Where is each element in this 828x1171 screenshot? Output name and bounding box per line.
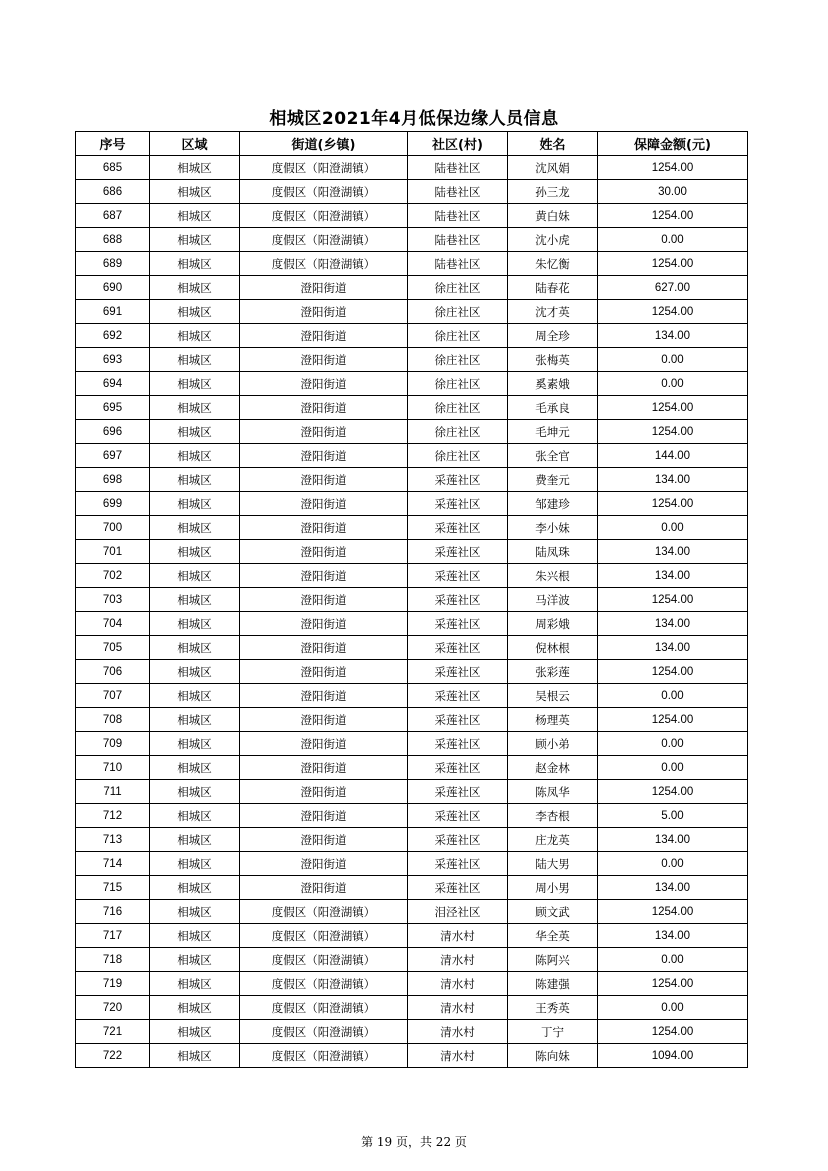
table-row <box>76 300 748 324</box>
community-cell: 清水村 <box>408 924 508 948</box>
index-cell: 688 <box>76 228 150 252</box>
community-cell: 采莲社区 <box>408 876 508 900</box>
index-cell: 705 <box>76 636 150 660</box>
name-cell: 毛承良 <box>508 396 598 420</box>
district-cell: 相城区 <box>150 276 240 300</box>
index-cell: 708 <box>76 708 150 732</box>
street-cell: 澄阳街道 <box>240 516 408 540</box>
district-cell: 相城区 <box>150 420 240 444</box>
street-cell: 度假区（阳澄湖镇） <box>240 1044 408 1068</box>
district-cell: 相城区 <box>150 492 240 516</box>
community-cell: 徐庄社区 <box>408 300 508 324</box>
street-cell: 澄阳街道 <box>240 780 408 804</box>
district-cell: 相城区 <box>150 372 240 396</box>
street-cell: 澄阳街道 <box>240 708 408 732</box>
district-cell: 相城区 <box>150 924 240 948</box>
community-cell: 采莲社区 <box>408 804 508 828</box>
district-cell: 相城区 <box>150 204 240 228</box>
index-cell: 697 <box>76 444 150 468</box>
name-cell: 张全官 <box>508 444 598 468</box>
amount-cell: 134.00 <box>598 924 748 948</box>
amount-cell: 1254.00 <box>598 300 748 324</box>
table-header-row <box>76 132 748 156</box>
district-cell: 相城区 <box>150 228 240 252</box>
table-row <box>76 468 748 492</box>
name-cell: 沈风娟 <box>508 156 598 180</box>
name-cell: 费奎元 <box>508 468 598 492</box>
index-cell: 699 <box>76 492 150 516</box>
community-cell: 采莲社区 <box>408 852 508 876</box>
amount-cell: 134.00 <box>598 564 748 588</box>
table-row <box>76 660 748 684</box>
district-cell: 相城区 <box>150 972 240 996</box>
district-cell: 相城区 <box>150 948 240 972</box>
community-cell: 徐庄社区 <box>408 396 508 420</box>
community-cell: 徐庄社区 <box>408 348 508 372</box>
table-row <box>76 948 748 972</box>
street-cell: 澄阳街道 <box>240 732 408 756</box>
index-cell: 692 <box>76 324 150 348</box>
name-cell: 赵金林 <box>508 756 598 780</box>
table-row <box>76 852 748 876</box>
index-cell: 696 <box>76 420 150 444</box>
amount-cell: 1254.00 <box>598 588 748 612</box>
amount-cell: 134.00 <box>598 636 748 660</box>
table-row <box>76 1044 748 1068</box>
district-cell: 相城区 <box>150 180 240 204</box>
street-cell: 澄阳街道 <box>240 804 408 828</box>
table-row <box>76 420 748 444</box>
index-cell: 709 <box>76 732 150 756</box>
index-cell: 698 <box>76 468 150 492</box>
column-header-index: 序号 <box>76 132 150 156</box>
district-cell: 相城区 <box>150 852 240 876</box>
column-header-street: 街道(乡镇) <box>240 132 408 156</box>
table-row <box>76 324 748 348</box>
district-cell: 相城区 <box>150 732 240 756</box>
district-cell: 相城区 <box>150 996 240 1020</box>
index-cell: 717 <box>76 924 150 948</box>
page-footer: 第 19 页，共 22 页 <box>361 1135 467 1149</box>
street-cell: 澄阳街道 <box>240 660 408 684</box>
district-cell: 相城区 <box>150 684 240 708</box>
street-cell: 度假区（阳澄湖镇） <box>240 204 408 228</box>
page-title: 相城区2021年4月低保边缘人员信息 <box>269 109 559 129</box>
name-cell: 马洋波 <box>508 588 598 612</box>
name-cell: 张梅英 <box>508 348 598 372</box>
community-cell: 采莲社区 <box>408 660 508 684</box>
amount-cell: 0.00 <box>598 996 748 1020</box>
community-cell: 采莲社区 <box>408 468 508 492</box>
table-row <box>76 732 748 756</box>
community-cell: 陆巷社区 <box>408 252 508 276</box>
data-table <box>75 131 748 1068</box>
index-cell: 700 <box>76 516 150 540</box>
community-cell: 徐庄社区 <box>408 276 508 300</box>
name-cell: 杨理英 <box>508 708 598 732</box>
name-cell: 沈小虎 <box>508 228 598 252</box>
index-cell: 704 <box>76 612 150 636</box>
street-cell: 度假区（阳澄湖镇） <box>240 972 408 996</box>
name-cell: 吴根云 <box>508 684 598 708</box>
district-cell: 相城区 <box>150 156 240 180</box>
index-cell: 694 <box>76 372 150 396</box>
street-cell: 澄阳街道 <box>240 468 408 492</box>
index-cell: 721 <box>76 1020 150 1044</box>
community-cell: 采莲社区 <box>408 828 508 852</box>
community-cell: 清水村 <box>408 948 508 972</box>
street-cell: 澄阳街道 <box>240 276 408 300</box>
table-row <box>76 708 748 732</box>
street-cell: 澄阳街道 <box>240 492 408 516</box>
name-cell: 顾小弟 <box>508 732 598 756</box>
district-cell: 相城区 <box>150 252 240 276</box>
community-cell: 采莲社区 <box>408 564 508 588</box>
street-cell: 澄阳街道 <box>240 372 408 396</box>
name-cell: 丁宁 <box>508 1020 598 1044</box>
name-cell: 顾文武 <box>508 900 598 924</box>
amount-cell: 1254.00 <box>598 972 748 996</box>
district-cell: 相城区 <box>150 564 240 588</box>
community-cell: 清水村 <box>408 1020 508 1044</box>
index-cell: 716 <box>76 900 150 924</box>
district-cell: 相城区 <box>150 444 240 468</box>
amount-cell: 0.00 <box>598 948 748 972</box>
district-cell: 相城区 <box>150 468 240 492</box>
name-cell: 李小妹 <box>508 516 598 540</box>
table-row <box>76 876 748 900</box>
street-cell: 澄阳街道 <box>240 300 408 324</box>
table-row <box>76 828 748 852</box>
street-cell: 澄阳街道 <box>240 828 408 852</box>
name-cell: 周彩娥 <box>508 612 598 636</box>
district-cell: 相城区 <box>150 636 240 660</box>
name-cell: 周小男 <box>508 876 598 900</box>
community-cell: 泪泾社区 <box>408 900 508 924</box>
community-cell: 徐庄社区 <box>408 324 508 348</box>
name-cell: 奚素娥 <box>508 372 598 396</box>
district-cell: 相城区 <box>150 876 240 900</box>
street-cell: 度假区（阳澄湖镇） <box>240 180 408 204</box>
index-cell: 707 <box>76 684 150 708</box>
index-cell: 701 <box>76 540 150 564</box>
district-cell: 相城区 <box>150 900 240 924</box>
amount-cell: 30.00 <box>598 180 748 204</box>
district-cell: 相城区 <box>150 516 240 540</box>
amount-cell: 1254.00 <box>598 396 748 420</box>
column-header-name: 姓名 <box>508 132 598 156</box>
street-cell: 度假区（阳澄湖镇） <box>240 228 408 252</box>
district-cell: 相城区 <box>150 756 240 780</box>
table-row <box>76 780 748 804</box>
name-cell: 孙三龙 <box>508 180 598 204</box>
community-cell: 采莲社区 <box>408 612 508 636</box>
column-header-community: 社区(村) <box>408 132 508 156</box>
amount-cell: 1094.00 <box>598 1044 748 1068</box>
street-cell: 度假区（阳澄湖镇） <box>240 996 408 1020</box>
name-cell: 邹建珍 <box>508 492 598 516</box>
table-row <box>76 228 748 252</box>
amount-cell: 0.00 <box>598 372 748 396</box>
street-cell: 度假区（阳澄湖镇） <box>240 1020 408 1044</box>
name-cell: 华全英 <box>508 924 598 948</box>
name-cell: 陆凤珠 <box>508 540 598 564</box>
community-cell: 采莲社区 <box>408 780 508 804</box>
amount-cell: 134.00 <box>598 468 748 492</box>
name-cell: 朱兴根 <box>508 564 598 588</box>
amount-cell: 0.00 <box>598 516 748 540</box>
district-cell: 相城区 <box>150 660 240 684</box>
amount-cell: 1254.00 <box>598 708 748 732</box>
district-cell: 相城区 <box>150 1020 240 1044</box>
table-row <box>76 540 748 564</box>
street-cell: 澄阳街道 <box>240 444 408 468</box>
community-cell: 采莲社区 <box>408 708 508 732</box>
index-cell: 718 <box>76 948 150 972</box>
community-cell: 徐庄社区 <box>408 420 508 444</box>
community-cell: 采莲社区 <box>408 588 508 612</box>
name-cell: 陈凤华 <box>508 780 598 804</box>
amount-cell: 1254.00 <box>598 204 748 228</box>
street-cell: 澄阳街道 <box>240 420 408 444</box>
district-cell: 相城区 <box>150 804 240 828</box>
table-row <box>76 636 748 660</box>
street-cell: 澄阳街道 <box>240 876 408 900</box>
index-cell: 690 <box>76 276 150 300</box>
amount-cell: 0.00 <box>598 852 748 876</box>
index-cell: 710 <box>76 756 150 780</box>
street-cell: 度假区（阳澄湖镇） <box>240 924 408 948</box>
table-row <box>76 516 748 540</box>
amount-cell: 144.00 <box>598 444 748 468</box>
index-cell: 702 <box>76 564 150 588</box>
community-cell: 徐庄社区 <box>408 372 508 396</box>
street-cell: 澄阳街道 <box>240 852 408 876</box>
index-cell: 706 <box>76 660 150 684</box>
table-row <box>76 996 748 1020</box>
street-cell: 澄阳街道 <box>240 348 408 372</box>
community-cell: 陆巷社区 <box>408 180 508 204</box>
table-row <box>76 156 748 180</box>
street-cell: 澄阳街道 <box>240 396 408 420</box>
community-cell: 陆巷社区 <box>408 204 508 228</box>
table-row <box>76 444 748 468</box>
table-row <box>76 924 748 948</box>
district-cell: 相城区 <box>150 780 240 804</box>
district-cell: 相城区 <box>150 300 240 324</box>
index-cell: 722 <box>76 1044 150 1068</box>
name-cell: 陆大男 <box>508 852 598 876</box>
amount-cell: 0.00 <box>598 348 748 372</box>
street-cell: 澄阳街道 <box>240 636 408 660</box>
table-row <box>76 180 748 204</box>
amount-cell: 0.00 <box>598 684 748 708</box>
street-cell: 澄阳街道 <box>240 324 408 348</box>
amount-cell: 0.00 <box>598 732 748 756</box>
name-cell: 毛坤元 <box>508 420 598 444</box>
index-cell: 695 <box>76 396 150 420</box>
amount-cell: 134.00 <box>598 612 748 636</box>
district-cell: 相城区 <box>150 348 240 372</box>
table-row <box>76 372 748 396</box>
community-cell: 采莲社区 <box>408 684 508 708</box>
community-cell: 陆巷社区 <box>408 156 508 180</box>
street-cell: 度假区（阳澄湖镇） <box>240 156 408 180</box>
name-cell: 陈阿兴 <box>508 948 598 972</box>
amount-cell: 1254.00 <box>598 1020 748 1044</box>
amount-cell: 0.00 <box>598 228 748 252</box>
district-cell: 相城区 <box>150 1044 240 1068</box>
district-cell: 相城区 <box>150 396 240 420</box>
name-cell: 王秀英 <box>508 996 598 1020</box>
community-cell: 清水村 <box>408 972 508 996</box>
index-cell: 715 <box>76 876 150 900</box>
table-row <box>76 972 748 996</box>
index-cell: 687 <box>76 204 150 228</box>
column-header-district: 区域 <box>150 132 240 156</box>
community-cell: 陆巷社区 <box>408 228 508 252</box>
name-cell: 陈向妹 <box>508 1044 598 1068</box>
district-cell: 相城区 <box>150 324 240 348</box>
street-cell: 澄阳街道 <box>240 612 408 636</box>
amount-cell: 5.00 <box>598 804 748 828</box>
index-cell: 693 <box>76 348 150 372</box>
table-row <box>76 204 748 228</box>
amount-cell: 1254.00 <box>598 252 748 276</box>
street-cell: 澄阳街道 <box>240 540 408 564</box>
community-cell: 采莲社区 <box>408 492 508 516</box>
table-row <box>76 588 748 612</box>
index-cell: 703 <box>76 588 150 612</box>
amount-cell: 1254.00 <box>598 420 748 444</box>
index-cell: 713 <box>76 828 150 852</box>
table-row <box>76 1020 748 1044</box>
district-cell: 相城区 <box>150 612 240 636</box>
street-cell: 度假区（阳澄湖镇） <box>240 252 408 276</box>
community-cell: 清水村 <box>408 996 508 1020</box>
street-cell: 度假区（阳澄湖镇） <box>240 948 408 972</box>
district-cell: 相城区 <box>150 708 240 732</box>
name-cell: 庄龙英 <box>508 828 598 852</box>
table-body <box>76 156 748 1068</box>
community-cell: 采莲社区 <box>408 636 508 660</box>
street-cell: 澄阳街道 <box>240 684 408 708</box>
street-cell: 度假区（阳澄湖镇） <box>240 900 408 924</box>
name-cell: 李杏根 <box>508 804 598 828</box>
name-cell: 陈建强 <box>508 972 598 996</box>
index-cell: 720 <box>76 996 150 1020</box>
name-cell: 沈才英 <box>508 300 598 324</box>
name-cell: 黄白妹 <box>508 204 598 228</box>
table-row <box>76 348 748 372</box>
table-row <box>76 684 748 708</box>
amount-cell: 1254.00 <box>598 492 748 516</box>
community-cell: 采莲社区 <box>408 516 508 540</box>
table-row <box>76 900 748 924</box>
community-cell: 采莲社区 <box>408 732 508 756</box>
district-cell: 相城区 <box>150 828 240 852</box>
table-row <box>76 612 748 636</box>
index-cell: 691 <box>76 300 150 324</box>
community-cell: 采莲社区 <box>408 540 508 564</box>
index-cell: 714 <box>76 852 150 876</box>
community-cell: 清水村 <box>408 1044 508 1068</box>
street-cell: 澄阳街道 <box>240 588 408 612</box>
street-cell: 澄阳街道 <box>240 564 408 588</box>
community-cell: 徐庄社区 <box>408 444 508 468</box>
name-cell: 倪林根 <box>508 636 598 660</box>
name-cell: 陆春花 <box>508 276 598 300</box>
name-cell: 周全珍 <box>508 324 598 348</box>
table-row <box>76 396 748 420</box>
street-cell: 澄阳街道 <box>240 756 408 780</box>
amount-cell: 1254.00 <box>598 156 748 180</box>
name-cell: 朱忆衡 <box>508 252 598 276</box>
name-cell: 张彩莲 <box>508 660 598 684</box>
amount-cell: 134.00 <box>598 876 748 900</box>
community-cell: 采莲社区 <box>408 756 508 780</box>
index-cell: 685 <box>76 156 150 180</box>
index-cell: 719 <box>76 972 150 996</box>
table-row <box>76 804 748 828</box>
table-row <box>76 276 748 300</box>
district-cell: 相城区 <box>150 588 240 612</box>
index-cell: 712 <box>76 804 150 828</box>
index-cell: 689 <box>76 252 150 276</box>
amount-cell: 134.00 <box>598 540 748 564</box>
amount-cell: 627.00 <box>598 276 748 300</box>
table-row <box>76 756 748 780</box>
amount-cell: 134.00 <box>598 324 748 348</box>
amount-cell: 1254.00 <box>598 900 748 924</box>
table-row <box>76 252 748 276</box>
column-header-amount: 保障金额(元) <box>598 132 748 156</box>
amount-cell: 0.00 <box>598 756 748 780</box>
district-cell: 相城区 <box>150 540 240 564</box>
amount-cell: 1254.00 <box>598 660 748 684</box>
index-cell: 686 <box>76 180 150 204</box>
amount-cell: 134.00 <box>598 828 748 852</box>
table-row <box>76 492 748 516</box>
table-row <box>76 564 748 588</box>
index-cell: 711 <box>76 780 150 804</box>
amount-cell: 1254.00 <box>598 780 748 804</box>
